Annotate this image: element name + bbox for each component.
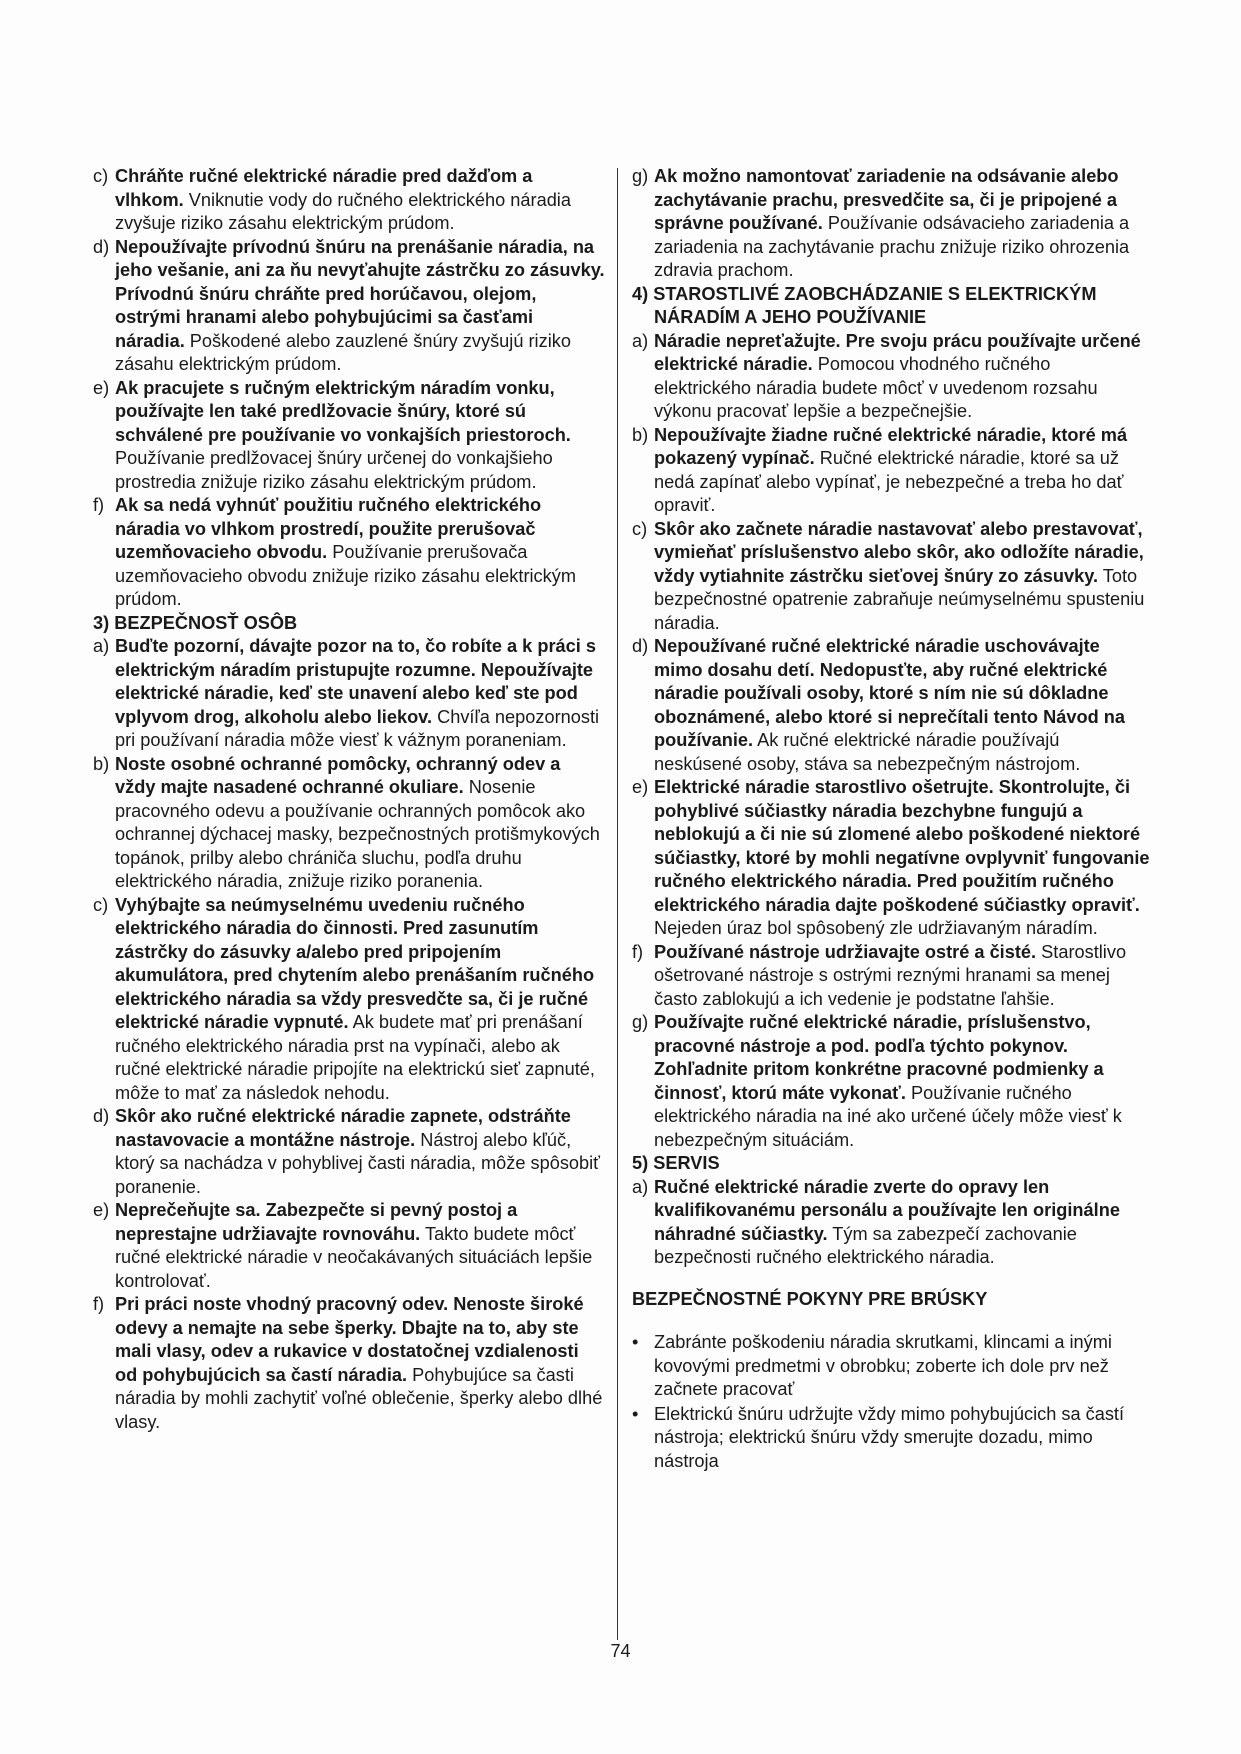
list-item — [93, 1293, 605, 1434]
right-column — [632, 165, 1152, 1474]
list-item — [632, 776, 1152, 941]
item-text: Ak ručné elektrické náradie používajú neskúsené osoby, stáva sa nebezpečným nástrojom. — [654, 730, 1081, 774]
item-text: Používanie predlžovacej šnúry určenej do vonkajšieho prostredia znižuje riziko zásahu elektrickým prúdom. — [115, 448, 553, 492]
item-text: Nejeden úraz bol spôsobený zle udržiavaným náradím. — [654, 918, 1098, 938]
item-label: d) — [93, 236, 110, 257]
heading-line: NÁRADÍM A JEHO POUŽÍVANIE — [654, 307, 927, 327]
item-bold-text: Nepoužívané ručné elektrické náradie uschovávajte mimo dosahu detí. Nedopusťte, aby ručné elektrické náradie používali osoby, ktoré s ním nie sú dôkladne oboznámené, alebo ktoré si neprečítali tento Návod na používanie. — [654, 636, 1125, 750]
item-label: f) — [93, 1294, 105, 1314]
item-label: b) — [93, 753, 110, 774]
section-heading: 5) SERVIS — [632, 1153, 720, 1173]
item-label: d) — [632, 636, 649, 656]
item-label: a) — [632, 1176, 649, 1197]
left-column — [93, 165, 605, 1434]
bullet-text: Elektrickú šnúru udržujte vždy mimo pohybujúcich sa častí nástroja; elektrickú šnúru vždy smerujte dozadu, mimo nástroja — [654, 1403, 1125, 1471]
item-label: f) — [93, 495, 105, 515]
item-label: c) — [93, 166, 109, 186]
bullet-icon: • — [632, 1332, 639, 1352]
item-bold-text: Nepoužívajte prívodnú šnúru na prenášanie náradia, na jeho vešanie, ani za ňu nevyťahujte zástrčku zo zásuvky. Prívodnú šnúru chráňte pred horúčavou, olejom, ostrými hranami alebo pohybujúcimi sa časťami náradia. — [115, 236, 605, 351]
list-item — [93, 377, 605, 495]
item-bold-text: Skôr ako začnete náradie nastavovať alebo prestavovať, vymieňať príslušenstvo alebo skôr, ako odložíte náradie, vždy vytiahnite zástrčku sieťovej šnúry zo zásuvky. — [654, 518, 1144, 586]
item-text: Ručné elektrické náradie, ktoré sa už nedá zapínať alebo vypínať, je nebezpečné a treba ho dať opraviť. — [654, 448, 1124, 515]
item-bold-text: Vyhýbajte sa neúmyselnému uvedeniu ručného elektrického náradia do činnosti. Pred zasunutím zástrčky do zásuvky a/alebo pred pripojením akumulátora, pred chytením alebo prenášaním ručného elektrického náradia sa vždy presvedčte sa, či je ručné elektrické náradie vypnuté. — [115, 894, 595, 1032]
item-label: c) — [632, 518, 648, 539]
bullet-icon: • — [632, 1403, 639, 1424]
section-heading — [632, 283, 1152, 330]
item-bold-text: Elektrické náradie starostlivo ošetrujte. Skontrolujte, či pohyblivé súčiastky náradia bezchybne fungujú a neblokujú a či nie sú zlomené alebo poškodené niektoré súčiastky, ktoré by mohli negatívne ovplyvniť fungovanie ručného elektrického náradia. Pred použitím ručného elektrického náradia dajte poškodené súčiastky opraviť. — [654, 777, 1150, 915]
item-text: Pomocou vhodného ručného elektrického náradia budete môcť v uvedenom rozsahu výkonu pracovať lepšie a bezpečnejšie. — [654, 354, 1098, 421]
item-label: g) — [632, 166, 649, 186]
item-label: b) — [632, 424, 649, 445]
list-item — [632, 424, 1152, 518]
item-text: Pohybujúce sa časti náradia by mohli zachytiť voľné oblečenie, šperky alebo dlhé vlasy. — [115, 1364, 603, 1432]
item-text: Chvíľa nepozornosti pri používaní náradia môže viesť k vážnym poraneniam. — [115, 706, 600, 750]
item-text: Používanie prerušovača uzemňovacieho obvodu znižuje riziko zásahu elektrickým prúdom. — [115, 542, 576, 609]
item-label: e) — [632, 777, 649, 797]
item-label: g) — [632, 1012, 649, 1032]
item-label: e) — [93, 377, 110, 398]
bullet-item — [632, 1331, 1152, 1402]
heading-line: 4) STAROSTLIVÉ ZAOBCHÁDZANIE S ELEKTRICKÝM — [632, 283, 1097, 304]
item-label: f) — [632, 941, 644, 962]
item-text: Vniknutie vody do ručného elektrického náradia zvyšuje riziko zásahu elektrickým prúdom. — [115, 189, 571, 233]
list-item — [93, 753, 605, 894]
list-item — [93, 494, 605, 612]
item-bold-text: Ručné elektrické náradie zverte do opravy len kvalifikovanému personálu a používajte len originálne náhradné súčiastky. — [654, 1176, 1120, 1244]
item-bold-text: Používajte ručné elektrické náradie, príslušenstvo, pracovné nástroje a pod. podľa týchto pokynov. Zohľadnite pritom konkrétne pracovné podmienky a činnosť, ktorú máte vykonať. — [654, 1012, 1104, 1103]
list-item — [632, 165, 1152, 283]
item-text: Nástroj alebo kľúč, ktorý sa nachádza v pohyblivej časti náradia, môže spôsobiť poranenie. — [115, 1129, 601, 1197]
list-item — [632, 941, 1152, 1012]
list-item — [632, 635, 1152, 776]
list-item — [632, 518, 1152, 636]
item-bold-text: Ak pracujete s ručným elektrickým náradím vonku, používajte len také predlžovacie šnúry, ktoré sú schválené pre používanie vo vonkajších priestoroch. — [115, 377, 571, 445]
item-text: Takto budete môcť ručné elektrické náradie v neočakávaných situáciách lepšie kontrolovať. — [115, 1223, 593, 1291]
section-title: BEZPEČNOSTNÉ POKYNY PRE BRÚSKY — [632, 1288, 988, 1309]
list-item — [93, 894, 605, 1106]
item-bold-text: Skôr ako ručné elektrické náradie zapnete, odstráňte nastavovacie a montážne nástroje. — [115, 1106, 571, 1150]
item-bold-text: Ak možno namontovať zariadenie na odsávanie alebo zachytávanie prachu, presvedčite sa, či je pripojené a správne používané. — [654, 166, 1119, 233]
page-number: 74 — [610, 1641, 631, 1661]
item-text: Poškodené alebo zauzlené šnúry zvyšujú riziko zásahu elektrickým prúdom. — [115, 330, 571, 374]
item-text: Nosenie pracovného odevu a používanie ochranných pomôcok ako ochrannej dýchacej masky, bezpečnostných protišmykových topánok, prilby alebo chrániča sluchu, podľa druhu elektrického náradia, znižuje riziko poranenia. — [115, 777, 600, 891]
item-bold-text: Neprečeňujte sa. Zabezpečte si pevný postoj a neprestajne udržiavajte rovnováhu. — [115, 1200, 518, 1244]
item-bold-text: Ak sa nedá vyhnúť použitiu ručného elektrického náradia vo vlhkom prostredí, použite prerušovač uzemňovacieho obvodu. — [115, 495, 542, 562]
item-bold-text: Pri práci noste vhodný pracovný odev. Nenoste široké odevy a nemajte na sebe šperky. Dbajte na to, aby ste mali vlasy, odev a rukavice v dostatočnej vzdialenosti od pohybujúcich sa častí náradia. — [115, 1294, 584, 1385]
column-divider — [617, 168, 618, 1640]
item-text: Ak budete mať pri prenášaní ručného elektrického náradia prst na vypínači, alebo ak ručné elektrické náradie pripojíte na elektrickú sieť zapnuté, môže to mať za následok nehodu. — [115, 1012, 595, 1103]
item-bold-text: Noste osobné ochranné pomôcky, ochranný odev a vždy majte nasadené ochranné okuliare. — [115, 753, 561, 797]
item-label: a) — [632, 330, 649, 351]
item-label: e) — [93, 1200, 110, 1220]
list-item — [632, 1011, 1152, 1152]
list-item — [93, 236, 605, 377]
item-text: Toto bezpečnostné opatrenie zabraňuje neúmyselnému spusteniu náradia. — [654, 565, 1145, 633]
bullet-text: Zabránte poškodeniu náradia skrutkami, klincami a inými kovovými predmetmi v obrobku; zoberte ich dole prv než začnete pracovať — [654, 1332, 1112, 1399]
item-text: Používanie ručného elektrického náradia na iné ako určené účely môže viesť k nebezpečným situáciám. — [654, 1082, 1122, 1150]
list-item — [632, 1176, 1152, 1270]
list-item — [93, 1199, 605, 1293]
section-heading: 3) BEZPEČNOSŤ OSÔB — [93, 612, 298, 633]
item-label: c) — [93, 894, 109, 915]
item-bold-text: Náradie nepreťažujte. Pre svoju prácu používajte určené elektrické náradie. — [654, 330, 1141, 374]
item-bold-text: Používané nástroje udržiavajte ostré a čisté. — [654, 941, 1037, 962]
list-item — [93, 165, 605, 236]
item-bold-text: Chráňte ručné elektrické náradie pred dažďom a vlhkom. — [115, 166, 533, 210]
item-text: Používanie odsávacieho zariadenia a zariadenia na zachytávanie prachu znižuje riziko ohrozenia zdravia prachom. — [654, 213, 1130, 280]
item-text: Starostlivo ošetrované nástroje s ostrými reznými hranami sa menej často zablokujú a ich vedenie je podstatne ľahšie. — [654, 941, 1127, 1009]
item-text: Tým sa zabezpečí zachovanie bezpečnosti ručného elektrického náradia. — [654, 1223, 1077, 1267]
list-item — [93, 1105, 605, 1199]
list-item — [93, 635, 605, 753]
item-label: d) — [93, 1106, 110, 1126]
item-bold-text: Buďte pozorní, dávajte pozor na to, čo robíte a k práci s elektrickým náradím pristupujte rozumne. Nepoužívajte elektrické náradie, keď ste unavení alebo keď ste pod vplyvom drog, alkoholu alebo liekov. — [115, 636, 596, 727]
bullet-item — [632, 1403, 1152, 1474]
item-bold-text: Nepoužívajte žiadne ručné elektrické náradie, ktoré má pokazený vypínač. — [654, 424, 1128, 468]
item-label: a) — [93, 636, 110, 656]
list-item — [632, 330, 1152, 424]
